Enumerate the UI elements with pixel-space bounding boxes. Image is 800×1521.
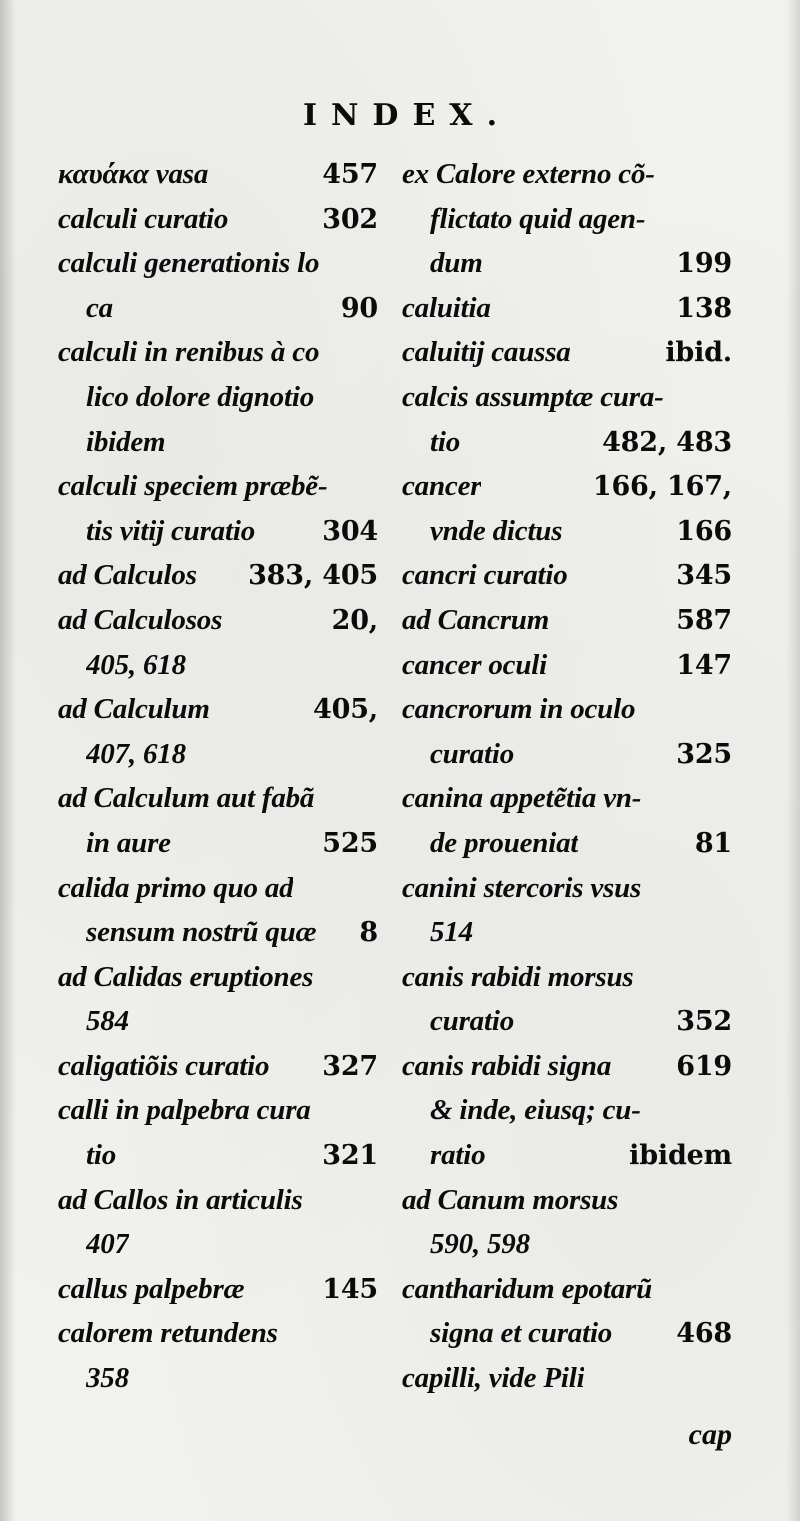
index-term: calorem retundens [58, 1317, 278, 1350]
index-entry [402, 286, 732, 331]
index-term: capilli, vide Pili [402, 1362, 585, 1395]
index-term: caluitij caussa [402, 336, 571, 369]
index-page-ref: 166 [676, 515, 732, 547]
index-term: canis rabidi signa [402, 1049, 612, 1082]
index-term: calculi generationis lo [58, 247, 320, 280]
index-column-right [402, 152, 732, 1401]
index-entry [58, 955, 378, 1000]
index-entry [58, 197, 378, 242]
index-entry [402, 375, 732, 420]
index-entry [58, 420, 378, 465]
index-term: calculi speciem præbẽ- [58, 470, 328, 503]
index-entry [402, 241, 732, 286]
index-entry [58, 553, 378, 598]
index-term: ratio [430, 1139, 486, 1172]
index-term: calcis assumptæ cura- [402, 380, 664, 413]
index-page-ref: 199 [676, 248, 732, 280]
index-entry [58, 821, 378, 866]
index-term: sensum nostrũ quæ [86, 916, 317, 949]
index-term: ad Callos in articulis [58, 1183, 303, 1216]
index-entry [58, 375, 378, 420]
index-page-ref: 147 [676, 649, 732, 681]
index-term: signa et curatio [430, 1317, 613, 1350]
index-page-ref: 302 [322, 203, 378, 235]
index-entry [58, 1178, 378, 1223]
index-entry [402, 509, 732, 554]
index-term: 405, 618 [86, 648, 186, 681]
index-entry [58, 286, 378, 331]
index-term: ex Calore externo cõ- [402, 158, 655, 190]
index-term: 514 [430, 916, 473, 949]
index-page-ref: 304 [322, 515, 378, 547]
index-entry [58, 1311, 378, 1356]
catchword: cap [688, 1418, 732, 1451]
index-entry [58, 866, 378, 911]
index-page-ref: 468 [676, 1318, 732, 1350]
index-page-ref: 352 [676, 1006, 732, 1038]
index-term: dum [430, 247, 483, 280]
index-entry [402, 464, 732, 509]
index-term: calculi in renibus à co [58, 336, 320, 369]
index-page-ref: 145 [322, 1273, 378, 1305]
index-term: 407, 618 [86, 737, 186, 770]
index-term: lico dolore dignotio [86, 380, 315, 413]
index-entry [402, 776, 732, 821]
index-term: 358 [86, 1362, 129, 1395]
index-entry [402, 1356, 732, 1401]
index-term: 584 [86, 1005, 129, 1038]
index-entry [58, 1267, 378, 1312]
index-term: ad Canum morsus [402, 1183, 619, 1216]
index-entry [58, 776, 378, 821]
index-entry [58, 687, 378, 732]
index-term: & inde, eiusq; cu- [430, 1094, 641, 1127]
index-page-ref: 166, 167, [592, 471, 732, 503]
index-entry [58, 1044, 378, 1089]
index-term: cancer oculi [402, 648, 547, 681]
index-entry [402, 1222, 732, 1267]
index-term: de proueniat [430, 826, 579, 859]
index-term: ad Cancrum [402, 603, 550, 636]
index-entry [402, 598, 732, 643]
index-page-ref: 8 [359, 917, 378, 949]
index-page-ref: 20, [331, 604, 378, 636]
index-page-ref: ibid. [665, 337, 732, 369]
index-entry [402, 1044, 732, 1089]
index-entry [402, 1267, 732, 1312]
index-page-ref: 383, 405 [248, 560, 378, 592]
index-entry [402, 999, 732, 1044]
index-term: in aure [86, 826, 171, 859]
index-entry [402, 866, 732, 911]
index-page-ref: 482, 483 [602, 426, 732, 458]
index-page-ref: 405, [313, 694, 378, 726]
index-term: tis vitij curatio [86, 514, 255, 547]
index-page-ref: 81 [694, 827, 732, 859]
index-entry [402, 553, 732, 598]
index-entry [58, 1133, 378, 1178]
index-page-ref: 457 [322, 159, 378, 190]
index-entry [402, 955, 732, 1000]
index-entry [402, 152, 732, 197]
index-term: ca [86, 291, 113, 324]
index-entry [58, 1222, 378, 1267]
index-term: ad Calidas eruptiones [58, 960, 314, 993]
index-term: cantharidum epotarũ [402, 1272, 653, 1305]
index-entry [402, 330, 732, 375]
index-term: ad Calculosos [58, 603, 223, 636]
index-term: ad Calculos [58, 559, 197, 592]
running-head: INDEX. [302, 98, 512, 133]
index-column-left [58, 152, 378, 1401]
index-entry [402, 1133, 732, 1178]
index-entry [58, 1088, 378, 1133]
index-entry [402, 821, 732, 866]
index-term: calculi curatio [58, 202, 229, 235]
index-term: flictato quid agen- [430, 202, 646, 235]
index-term: calli in palpebra cura [58, 1094, 311, 1127]
index-term: canini stercoris vsus [402, 871, 642, 904]
index-term: caluitia [402, 291, 491, 324]
index-term: curatio [430, 737, 514, 770]
index-term: calida primo quo ad [58, 871, 294, 904]
index-entry [58, 598, 378, 643]
index-entry [58, 509, 378, 554]
index-term: cancrorum in oculo [402, 693, 636, 726]
index-term: καυάκα vasa [58, 158, 209, 190]
index-entry [58, 910, 378, 955]
index-term: tio [86, 1139, 117, 1172]
index-entry [58, 732, 378, 777]
index-entry [58, 152, 378, 197]
index-page-ref: 345 [676, 560, 732, 592]
index-page-ref: 325 [676, 738, 732, 770]
index-entry [402, 687, 732, 732]
index-entry [58, 330, 378, 375]
index-term: caligatiõis curatio [58, 1049, 270, 1082]
index-term: cancri curatio [402, 559, 568, 592]
index-term: tio [430, 425, 461, 458]
index-term: 407 [86, 1228, 129, 1261]
index-term: canina appetẽtia vn- [402, 782, 642, 815]
index-term: ibidem [86, 425, 166, 458]
index-term: ad Calculum aut fabã [58, 782, 315, 815]
index-page-ref: 327 [322, 1050, 378, 1082]
index-entry [58, 643, 378, 688]
index-entry [58, 1356, 378, 1401]
index-page-ref: 587 [676, 604, 732, 636]
index-page-ref: 619 [676, 1050, 732, 1082]
index-entry [402, 1311, 732, 1356]
index-entry [58, 241, 378, 286]
index-entry [402, 910, 732, 955]
index-page-ref: ibidem [629, 1140, 732, 1172]
index-term: cancer [402, 470, 482, 503]
index-entry [58, 464, 378, 509]
index-entry [402, 1088, 732, 1133]
index-entry [402, 643, 732, 688]
index-page-ref: 90 [340, 292, 378, 324]
index-term: 590, 598 [430, 1228, 530, 1261]
index-term: canis rabidi morsus [402, 960, 634, 993]
index-term: vnde dictus [430, 514, 563, 547]
index-term: ad Calculum [58, 693, 210, 726]
index-entry [402, 197, 732, 242]
index-term: curatio [430, 1005, 514, 1038]
index-page-ref: 138 [676, 292, 732, 324]
index-page-ref: 321 [322, 1140, 378, 1172]
index-entry [402, 420, 732, 465]
index-entry [58, 999, 378, 1044]
index-term: callus palpebræ [58, 1272, 245, 1305]
index-entry [402, 732, 732, 777]
index-entry [402, 1178, 732, 1223]
index-page-ref: 525 [322, 827, 378, 859]
